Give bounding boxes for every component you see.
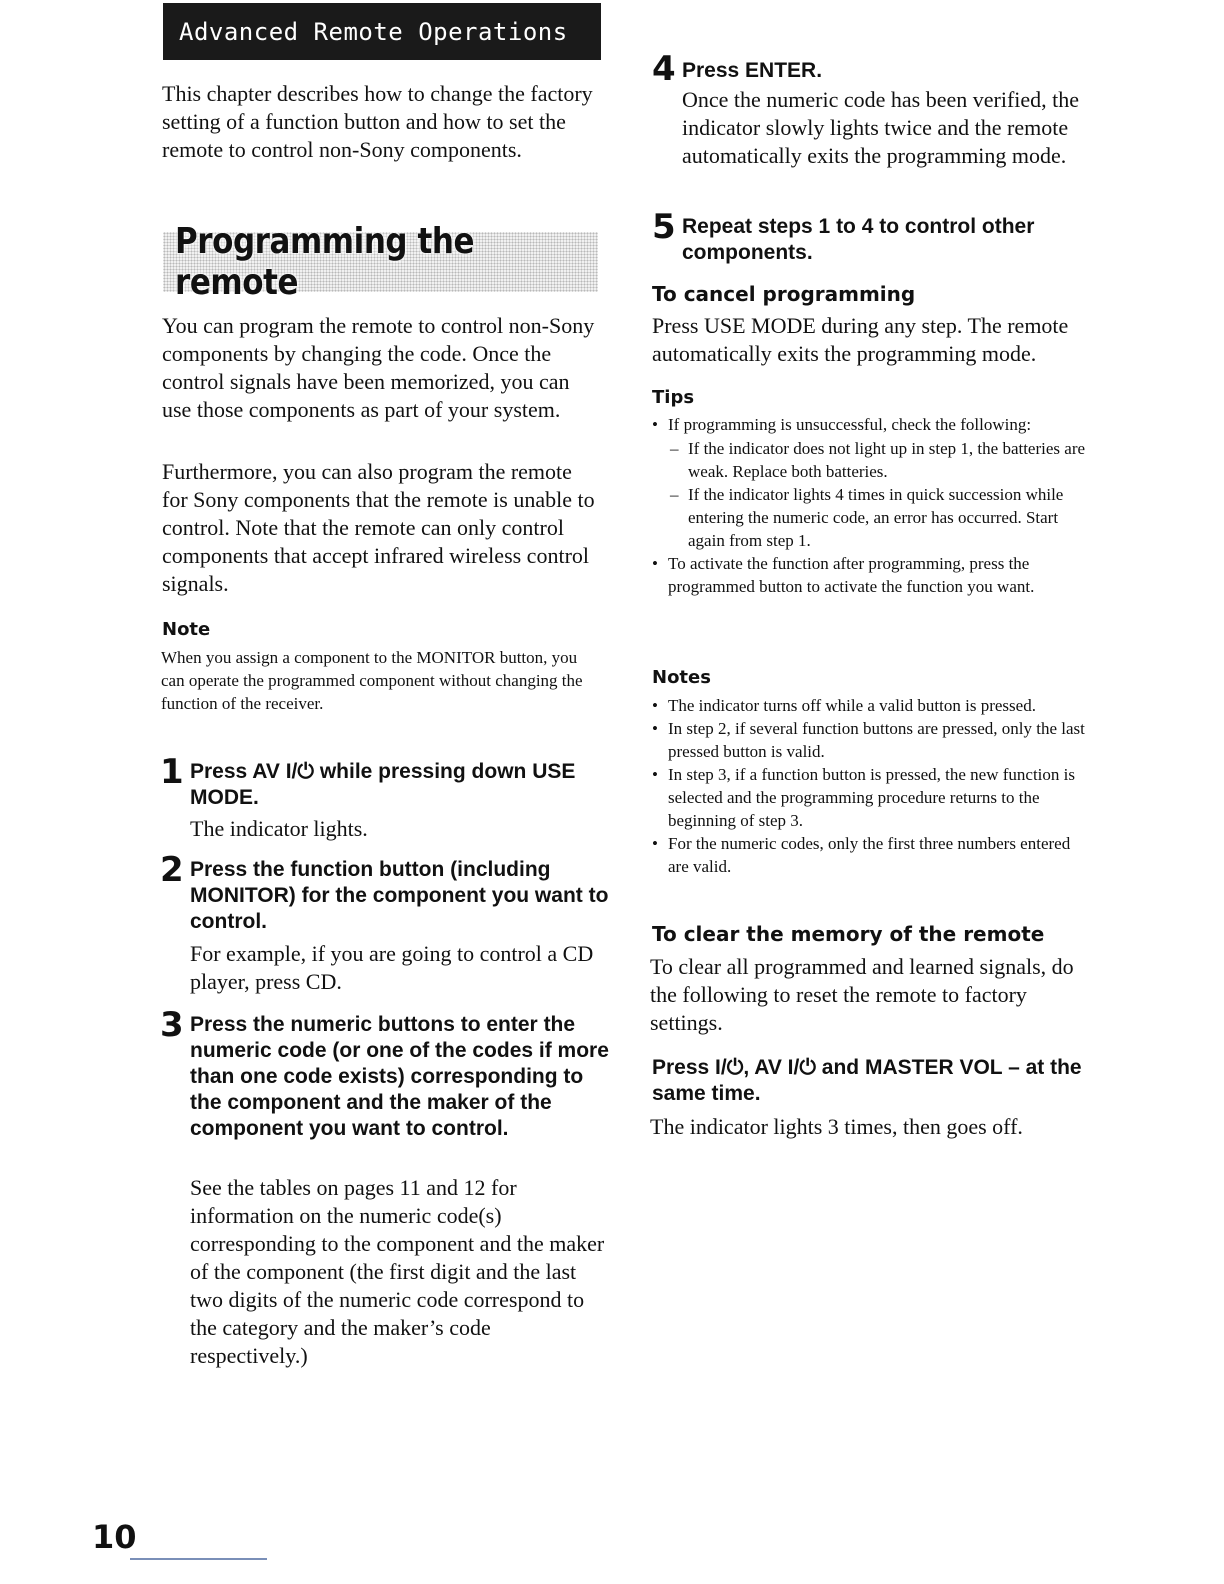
step-number: 5 bbox=[652, 207, 676, 247]
step-body: For example, if you are going to control a CD player, press CD. bbox=[190, 941, 594, 994]
step-title: Press the function button (including MONITOR) for the component you want to control. bbox=[190, 858, 609, 933]
tips-heading: Tips bbox=[652, 387, 695, 408]
step-number: 1 bbox=[160, 752, 184, 792]
tip-subitem: – If the indicator does not light up in step 1, the batteries are weak. Replace both batteries. bbox=[668, 437, 1092, 483]
note-heading: Note bbox=[162, 619, 211, 640]
notes-heading: Notes bbox=[652, 667, 711, 688]
step-number: 3 bbox=[160, 1005, 184, 1045]
note-text: When you assign a component to the MONITOR button, you can operate the programmed component without changing the function of the receiver. bbox=[161, 648, 583, 713]
clear-result: The indicator lights 3 times, then goes off. bbox=[650, 1114, 1023, 1139]
clear-heading: To clear the memory of the remote bbox=[652, 922, 1045, 946]
body-paragraph-2: Furthermore, you can also program the remote for Sony components that the remote is unable to control. Note that the remote can only control components that accept infrared wireless control signals. bbox=[162, 459, 595, 596]
clear-instruction: Press I/⏻, AV I/⏻ and MASTER VOL – at the same time. bbox=[652, 1056, 1082, 1105]
step-body: See the tables on pages 11 and 12 for information on the numeric code(s) corresponding to the component and the maker of the component (the first digit and the last two digits of the numeric code correspond to the category and the maker’s code respectively.) bbox=[190, 1175, 605, 1368]
step-title: Press ENTER. bbox=[682, 59, 823, 82]
cancel-text: Press USE MODE during any step. The remote automatically exits the programming mode. bbox=[652, 313, 1069, 366]
cancel-heading: To cancel programming bbox=[652, 282, 916, 306]
body-paragraph-1: You can program the remote to control non-Sony components by changing the code. Once the control signals have been memorized, you can use those components as part of your system. bbox=[162, 313, 595, 422]
note-item: • In step 2, if several function buttons are pressed, only the last pressed button is valid. bbox=[652, 717, 1092, 763]
note-item: • For the numeric codes, only the first three numbers entered are valid. bbox=[652, 832, 1092, 878]
notes-list bbox=[652, 694, 1092, 878]
chapter-header-bar bbox=[163, 3, 601, 60]
tip-subitem: – If the indicator lights 4 times in quick succession while entering the numeric code, an error has occurred. Start again from step 1. bbox=[668, 483, 1092, 552]
step-title: Repeat steps 1 to 4 to control other components. bbox=[682, 215, 1035, 264]
intro-paragraph: This chapter describes how to change the factory setting of a function button and how to set the remote to control non-Sony components. bbox=[162, 81, 593, 162]
step-body: Once the numeric code has been verified, the indicator slowly lights twice and the remote automatically exits the programming mode. bbox=[682, 87, 1080, 168]
tip-item: • If programming is unsuccessful, check the following: – If the indicator does not light up in step 1, the batteries are weak. Replace both batteries. – If the indicator lights 4 times in quick succession while entering the numeric code, an error has occurred. Start again from step 1. bbox=[652, 413, 1092, 552]
step-body: The indicator lights. bbox=[190, 816, 368, 841]
step-title: Press the numeric buttons to enter the numeric code (or one of the codes if more than one code exists) corresponding to the component and the maker of the component you want to control. bbox=[190, 1013, 609, 1140]
section-banner bbox=[163, 221, 598, 303]
note-item: • The indicator turns off while a valid button is pressed. bbox=[652, 694, 1092, 717]
clear-text: To clear all programmed and learned signals, do the following to reset the remote to factory settings. bbox=[650, 954, 1074, 1035]
step-number: 2 bbox=[160, 850, 184, 890]
page-number: 10 bbox=[92, 1518, 137, 1556]
tip-item: • To activate the function after programming, press the programmed button to activate the function you want. bbox=[652, 552, 1092, 598]
chapter-title: Advanced Remote Operations bbox=[179, 17, 568, 46]
tips-list bbox=[652, 413, 1092, 598]
footer-rule bbox=[130, 1558, 267, 1560]
step-title: Press AV I/⏻ while pressing down USE MODE. bbox=[190, 760, 576, 809]
step-number: 4 bbox=[652, 49, 676, 89]
note-item: • In step 3, if a function button is pressed, the new function is selected and the programming procedure returns to the beginning of step 3. bbox=[652, 763, 1092, 832]
section-title: Programming the remote bbox=[175, 221, 475, 303]
